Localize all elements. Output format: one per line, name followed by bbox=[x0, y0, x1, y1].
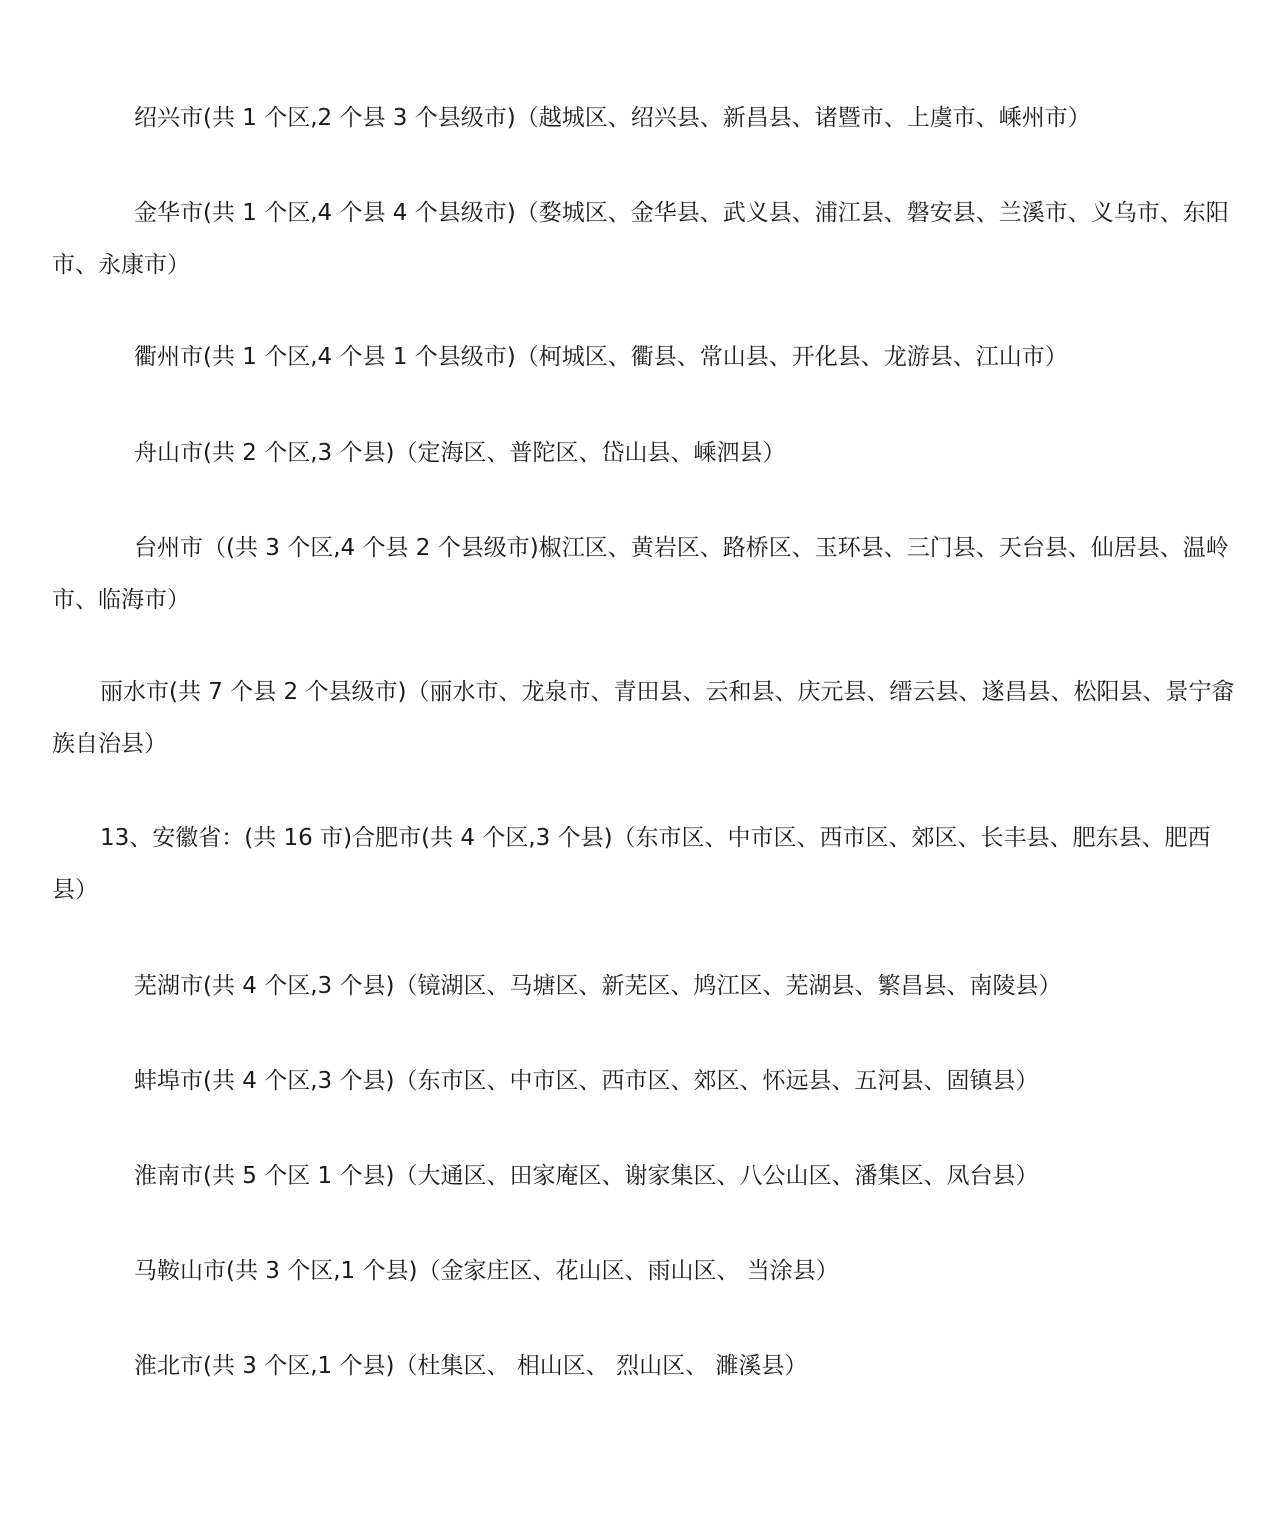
paragraph-huainan: 淮南市(共 5 个区 1 个县)（大通区、田家庵区、谢家集区、八公山区、潘集区、凤台县） bbox=[134, 1163, 1039, 1189]
paragraph-huaibei: 淮北市(共 3 个区,1 个县)（杜集区、 相山区、 烈山区、 濉溪县） bbox=[134, 1353, 808, 1379]
paragraph-quzhou: 衢州市(共 1 个区,4 个县 1 个县级市)（柯城区、衢县、常山县、开化县、龙游县、江山市） bbox=[134, 344, 1068, 370]
paragraph-taizhou: 台州市（(共 3 个区,4 个县 2 个县级市)椒江区、黄岩区、路桥区、玉环县、三门县、天台县、仙居县、温岭市、临海市） bbox=[52, 535, 1229, 613]
paragraph-shaoxing: 绍兴市(共 1 个区,2 个县 3 个县级市)（越城区、绍兴县、新昌县、诸暨市、上虞市、嵊州市） bbox=[134, 105, 1091, 131]
paragraph-lishui: 丽水市(共 7 个县 2 个县级市)（丽水市、龙泉市、青田县、云和县、庆元县、缙云县、遂昌县、松阳县、景宁畲族自治县） bbox=[52, 679, 1235, 757]
paragraph-anhui-hefei: 13、安徽省：(共 16 市)合肥市(共 4 个区,3 个县)（东市区、中市区、西市区、郊区、长丰县、肥东县、肥西县） bbox=[52, 825, 1211, 903]
paragraph-wuhu: 芜湖市(共 4 个区,3 个县)（镜湖区、马塘区、新芜区、鸠江区、芜湖县、繁昌县、南陵县） bbox=[134, 973, 1062, 999]
paragraph-zhoushan: 舟山市(共 2 个区,3 个县)（定海区、普陀区、岱山县、嵊泗县） bbox=[134, 440, 786, 466]
paragraph-maanshan: 马鞍山市(共 3 个区,1 个县)（金家庄区、花山区、雨山区、 当涂县） bbox=[134, 1258, 839, 1284]
paragraph-bengbu: 蚌埠市(共 4 个区,3 个县)（东市区、中市区、西市区、郊区、怀远县、五河县、固镇县） bbox=[134, 1068, 1039, 1094]
paragraph-jinhua: 金华市(共 1 个区,4 个县 4 个县级市)（婺城区、金华县、武义县、浦江县、磐安县、兰溪市、义乌市、东阳市、永康市） bbox=[52, 200, 1229, 278]
